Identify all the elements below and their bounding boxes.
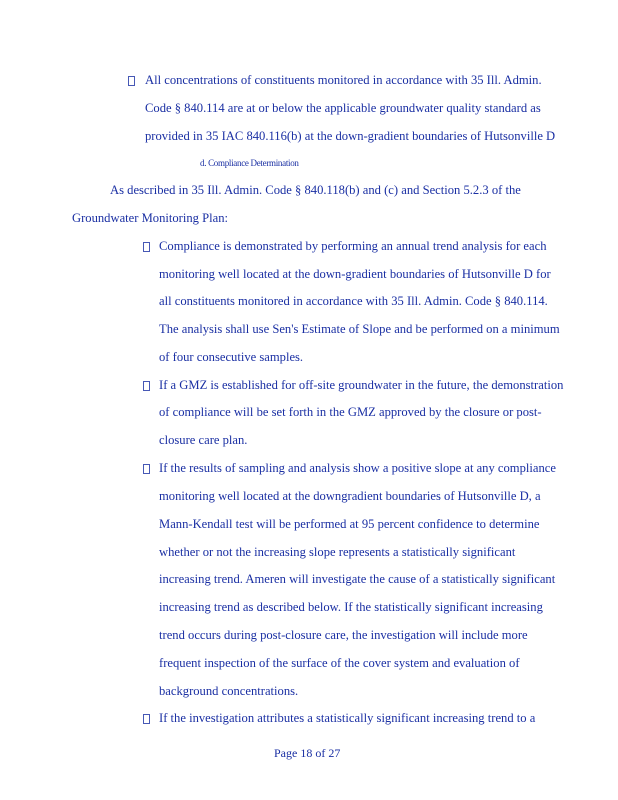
text-line: increasing trend as described below. If the statistically significant increasing — [159, 600, 543, 614]
bullet-marker-icon — [143, 242, 150, 252]
intro-line: As described in 35 Ill. Admin. Code § 840.118(b) and (c) and Section 5.2.3 of the — [110, 183, 521, 197]
bullet-marker-icon — [143, 714, 150, 724]
text-line: monitoring well located at the down-gradient boundaries of Hutsonville D for — [159, 267, 551, 281]
text-line: If the investigation attributes a statistically significant increasing trend to a — [159, 711, 536, 725]
text-line: background concentrations. — [159, 684, 299, 698]
text-line: increasing trend. Ameren will investigate the cause of a statistically significant — [159, 572, 556, 586]
section-heading: d. Compliance Determination — [200, 158, 299, 168]
bullet-marker-icon — [143, 381, 150, 391]
text-line: Compliance is demonstrated by performing an annual trend analysis for each — [159, 239, 547, 253]
page-number: Page 18 of 27 — [274, 746, 341, 760]
text-line: Code § 840.114 are at or below the applicable groundwater quality standard as — [145, 101, 541, 115]
text-line: Mann-Kendall test will be performed at 95 percent confidence to determine — [159, 517, 540, 531]
text-line: of four consecutive samples. — [159, 350, 304, 364]
text-line: provided in 35 IAC 840.116(b) at the down-gradient boundaries of Hutsonville D — [145, 129, 556, 143]
text-line: If a GMZ is established for off-site groundwater in the future, the demonstration — [159, 378, 564, 392]
text-line: trend occurs during post-closure care, the investigation will include more — [159, 628, 528, 642]
text-line: of compliance will be set forth in the GMZ approved by the closure or post- — [159, 405, 542, 419]
bullet-marker-icon — [128, 76, 135, 86]
text-line: all constituents monitored in accordance with 35 Ill. Admin. Code § 840.114. — [159, 294, 548, 308]
text-line: If the results of sampling and analysis show a positive slope at any compliance — [159, 461, 556, 475]
text-line: The analysis shall use Sen's Estimate of Slope and be performed on a minimum — [159, 322, 560, 336]
text-line: whether or not the increasing slope represents a statistically significant — [159, 545, 516, 559]
bullet-marker-icon — [143, 464, 150, 474]
text-line: monitoring well located at the downgradient boundaries of Hutsonville D, a — [159, 489, 541, 503]
text-line: All concentrations of constituents monitored in accordance with 35 Ill. Admin. — [145, 73, 542, 87]
text-line: frequent inspection of the surface of the cover system and evaluation of — [159, 656, 520, 670]
intro-line: Groundwater Monitoring Plan: — [72, 211, 229, 225]
text-line: closure care plan. — [159, 433, 248, 447]
